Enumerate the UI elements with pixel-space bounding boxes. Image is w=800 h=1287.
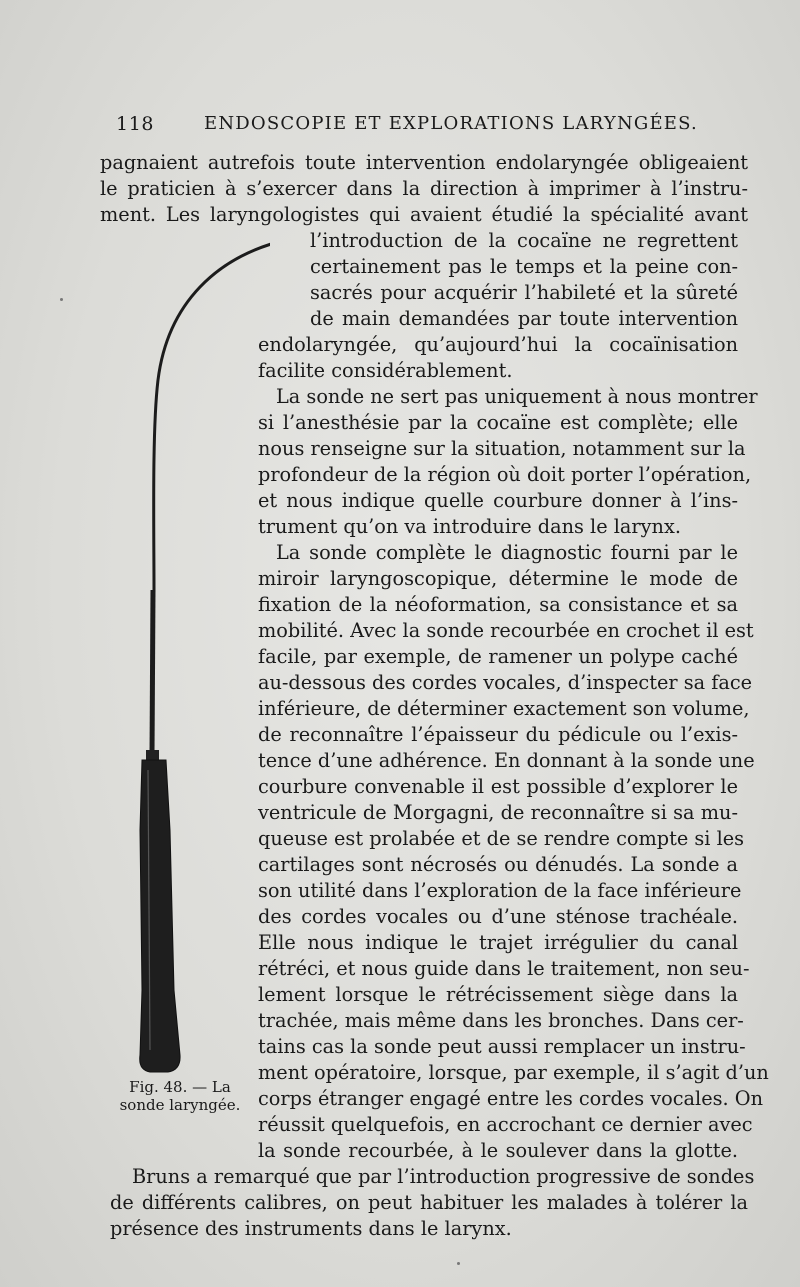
text-line: de reconnaître l’épaisseur du pédicule ou l’exis-	[258, 723, 738, 746]
text-line: endolaryngée, qu’aujourd’hui la cocaïnisation	[258, 333, 738, 356]
text-line: Elle nous indique le trajet irrégulier du canal	[258, 931, 738, 954]
text-line: au-dessous des cordes vocales, d’inspecter sa face	[258, 671, 753, 694]
text-line: de main demandées par toute intervention	[310, 307, 738, 330]
laryngeal-probe-illustration	[100, 230, 270, 1080]
paper-speck	[60, 298, 63, 301]
text-line: facilite considérablement.	[258, 359, 513, 382]
caption-line-2: sonde laryngée.	[119, 1096, 241, 1114]
probe-shaft	[152, 590, 153, 755]
probe-curved-tip	[154, 242, 270, 590]
text-line: profondeur de la région où doit porter l’opération,	[258, 463, 752, 486]
text-line: trument qu’on va introduire dans le larynx.	[258, 515, 681, 538]
text-line: La sonde complète le diagnostic fourni par le	[276, 541, 738, 564]
text-line: tence d’une adhérence. En donnant à la sonde une	[258, 749, 755, 772]
text-line: inférieure, de déterminer exactement son volume,	[258, 697, 750, 720]
running-title: ENDOSCOPIE ET EXPLORATIONS LARYNGÉES.	[204, 113, 698, 134]
text-line: son utilité dans l’exploration de la face inférieure	[258, 879, 742, 902]
figure-laryngeal-probe	[100, 230, 270, 1080]
text-line: ment. Les laryngologistes qui avaient étudié la spécialité avant	[100, 203, 748, 226]
text-line: La sonde ne sert pas uniquement à nous montrer	[276, 385, 758, 408]
text-line: présence des instruments dans le larynx.	[110, 1217, 512, 1240]
text-line: courbure convenable il est possible d’explorer le	[258, 775, 738, 798]
probe-handle	[140, 760, 180, 1072]
text-line: pagnaient autrefois toute intervention endolaryngée obligeaient	[100, 151, 748, 174]
probe-ferrule	[146, 750, 159, 760]
text-line: des cordes vocales ou d’une sténose trachéale.	[258, 905, 738, 928]
text-line: sacrés pour acquérir l’habileté et la sûreté	[310, 281, 738, 304]
text-line: tains cas la sonde peut aussi remplacer un instru-	[258, 1035, 746, 1058]
text-line: nous renseigne sur la situation, notamment sur la	[258, 437, 746, 460]
text-line: miroir laryngoscopique, détermine le mode de	[258, 567, 738, 590]
text-line: rétréci, et nous guide dans le traitement, non seu-	[258, 957, 750, 980]
text-line: le praticien à s’exercer dans la direction à imprimer à l’instru-	[100, 177, 748, 200]
figure-caption	[105, 1078, 255, 1114]
text-line: l’introduction de la cocaïne ne regrettent	[310, 229, 738, 252]
text-line: corps étranger engagé entre les cordes vocales. On	[258, 1087, 764, 1110]
page-number: 118	[116, 113, 155, 135]
text-line: mobilité. Avec la sonde recourbée en crochet il est	[258, 619, 754, 642]
text-line: la sonde recourbée, à le soulever dans la glotte.	[258, 1139, 738, 1162]
text-line: lement lorsque le rétrécissement siège dans la	[258, 983, 738, 1006]
text-line: de différents calibres, on peut habituer les malades à tolérer la	[110, 1191, 748, 1214]
text-line: trachée, mais même dans les bronches. Dans cer-	[258, 1009, 744, 1032]
text-line: ventricule de Morgagni, de reconnaître si sa mu-	[258, 801, 738, 824]
text-line: réussit quelquefois, en accrochant ce dernier avec	[258, 1113, 753, 1136]
text-line: fixation de la néoformation, sa consistance et sa	[258, 593, 738, 616]
paper-speck	[457, 1262, 460, 1265]
text-line: queuse est prolabée et de se rendre compte si les	[258, 827, 745, 850]
text-line: ment opératoire, lorsque, par exemple, il s’agit d’un	[258, 1061, 769, 1084]
text-line: Bruns a remarqué que par l’introduction progressive de sondes	[132, 1165, 755, 1188]
caption-line-1: Fig. 48. — La	[129, 1078, 231, 1096]
text-line: certainement pas le temps et la peine con-	[310, 255, 738, 278]
text-line: si l’anesthésie par la cocaïne est complète; elle	[258, 411, 738, 434]
text-line: facile, par exemple, de ramener un polype caché	[258, 645, 738, 668]
running-head	[116, 113, 748, 139]
text-line: cartilages sont nécrosés ou dénudés. La sonde a	[258, 853, 738, 876]
text-line: et nous indique quelle courbure donner à l’ins-	[258, 489, 738, 512]
